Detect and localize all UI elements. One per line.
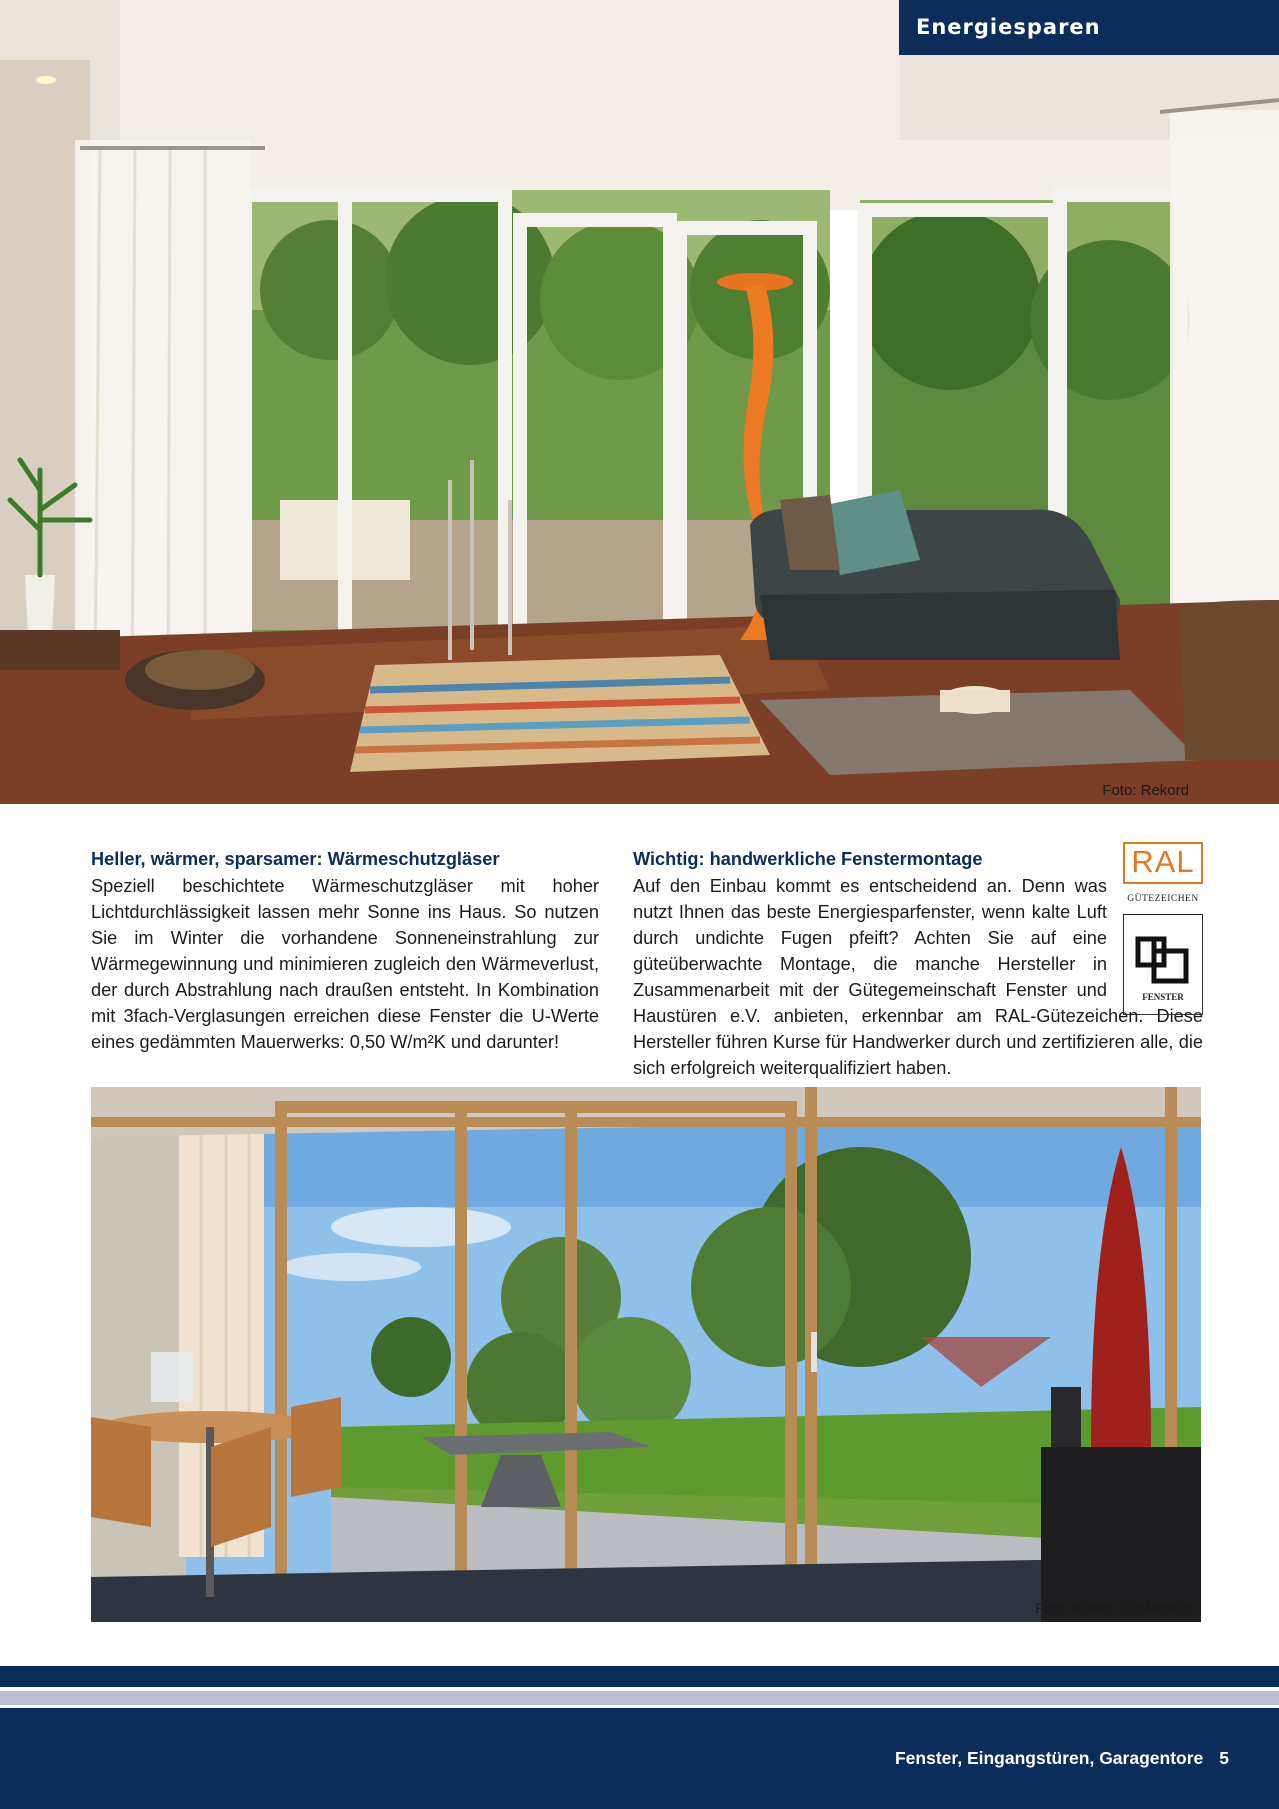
hero-photo bbox=[0, 0, 1279, 804]
photo-credit: Foto: Rekord bbox=[1102, 782, 1189, 799]
right-heading: Wichtig: handwerkliche Fenstermontage bbox=[633, 849, 983, 869]
ral-quality-mark bbox=[1123, 915, 1203, 1015]
ral-subtitle: GÜTEZEICHEN bbox=[1123, 886, 1203, 915]
left-article bbox=[91, 846, 599, 1055]
left-heading: Heller, wärmer, sparsamer: Wärmeschutzgläser bbox=[91, 849, 500, 869]
sliding-door-illustration bbox=[91, 1087, 1201, 1622]
photo-credit-2: Foto: Kneer-Südfenster bbox=[1035, 1600, 1191, 1617]
right-article bbox=[633, 846, 1203, 1081]
footer-stripe-grey bbox=[0, 1691, 1279, 1705]
ral-logo: RAL bbox=[1123, 842, 1203, 884]
footer-running-title bbox=[895, 1748, 1229, 1769]
footer-stripe-top bbox=[0, 1666, 1279, 1687]
right-body: Auf den Einbau kommt es entscheidend an. Denn was nutzt Ihnen das beste Energiesparfenster, wenn kalte Luft durch undichte Fugen pfeift? Achten Sie auf eine güteüberwachte Montage, die manche Hersteller in Zusammenarbeit mit der Gütegemeinschaft Fenster und Haustüren e.V. anbieten, erkennbar am RAL-Gütezeichen. Diese Hersteller führen Kurse für Handwerker durch und zertifizieren alle, die sich erfolgreich weiterqualifiziert haben. bbox=[633, 876, 1203, 1078]
left-body: Speziell beschichtete Wärmeschutzgläser mit hoher Lichtdurchlässigkeit lassen mehr Sonne ins Haus. So nutzen Sie im Winter die vorhandene Sonneneinstrahlung zur Wärmegewinnung und minimieren zugleich den Wärmeverlust, der durch Abstrahlung nach draußen entsteht. In Kombination mit 3fach-Verglasungen erreichen diese Fenster die U-Werte eines gedämmten Mauerwerks: 0,50 W/m²K und darunter! bbox=[91, 876, 599, 1052]
ral-mark-label: FENSTER bbox=[1142, 992, 1184, 1002]
ral-seal bbox=[1123, 842, 1203, 1002]
living-room-illustration bbox=[0, 0, 1279, 804]
patio-photo bbox=[91, 1087, 1201, 1622]
section-label: Energiesparen bbox=[899, 0, 1279, 55]
footer-title: Fenster, Eingangstüren, Garagentore bbox=[894, 1748, 1204, 1768]
page-number: 5 bbox=[1219, 1748, 1229, 1768]
